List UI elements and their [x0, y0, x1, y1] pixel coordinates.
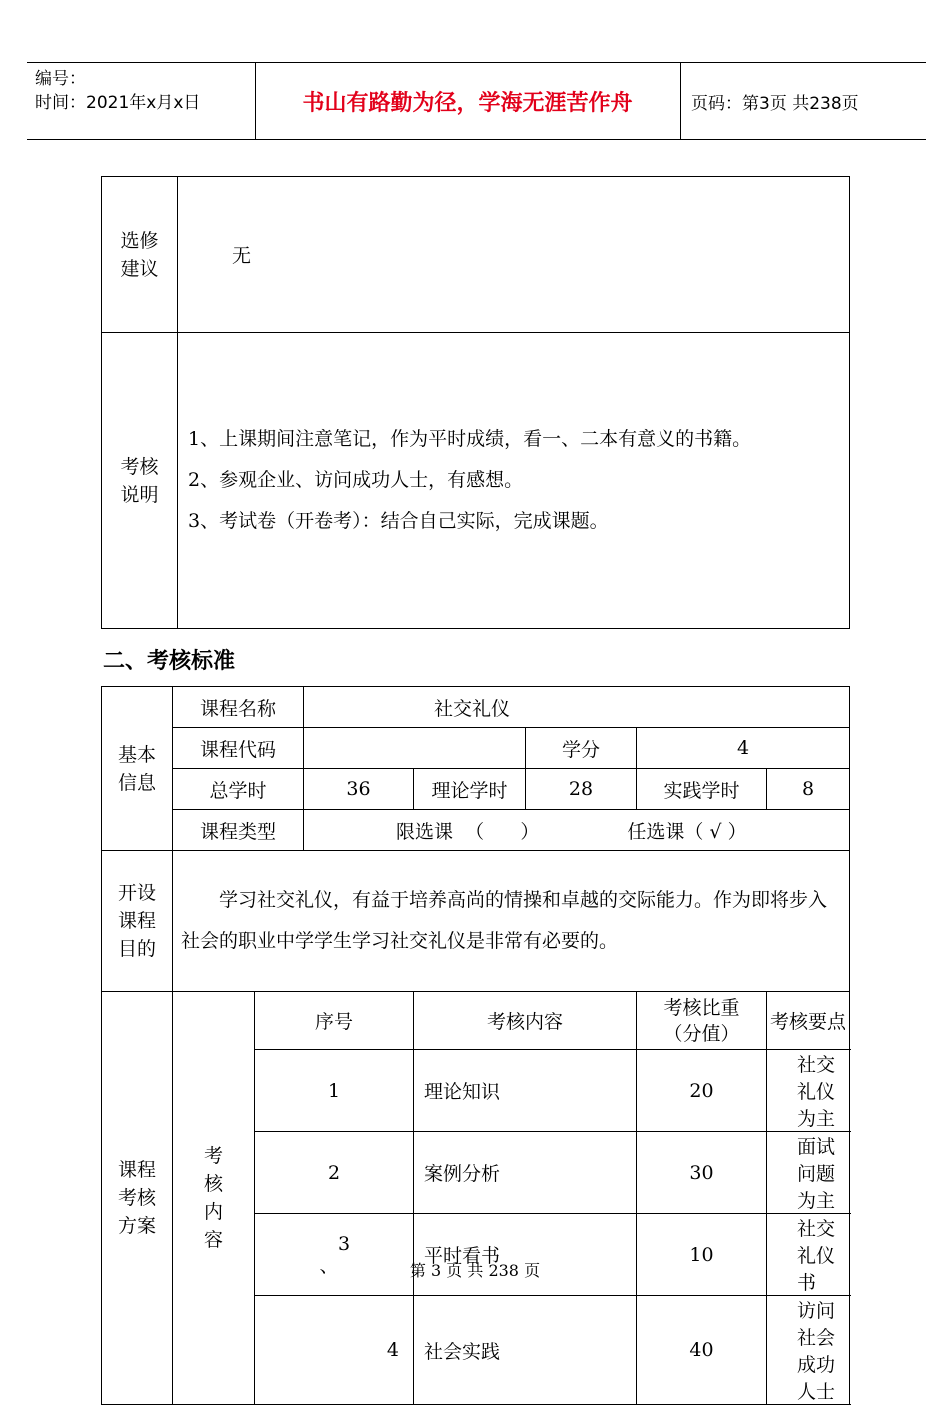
row-points: 社交礼仪为主	[767, 1050, 850, 1132]
basic-info-label: 基本 信息	[102, 687, 173, 851]
document-time: 时间：2021年x月x日	[35, 93, 201, 113]
restricted-elective-option: 限选课 （ ）	[396, 820, 540, 843]
course-type-value	[304, 810, 850, 851]
practice-hours-value: 8	[767, 769, 850, 810]
col-header-weight: 考核比重 （分值）	[637, 992, 767, 1050]
elective-row	[102, 177, 850, 333]
assessment-note: 3、考试卷（开卷考）：结合自己实际，完成课题。	[188, 510, 609, 532]
page-header	[27, 62, 926, 140]
course-name-label: 课程名称	[173, 687, 304, 728]
credit-label: 学分	[526, 728, 637, 769]
col-header-no: 序号	[255, 992, 414, 1050]
assessment-header-row	[102, 992, 850, 1050]
header-divider	[680, 63, 681, 139]
total-hours-label: 总学时	[173, 769, 304, 810]
assessment-notes	[178, 333, 850, 629]
course-name-value: 社交礼仪	[304, 687, 850, 728]
course-code-value	[304, 728, 526, 769]
assessment-row	[102, 333, 850, 629]
total-hours-value: 36	[304, 769, 414, 810]
theory-hours-label: 理论学时	[414, 769, 526, 810]
course-type-row	[102, 810, 850, 851]
course-code-label: 课程代码	[173, 728, 304, 769]
course-name-row	[102, 687, 850, 728]
assessment-content-label: 考 核 内 容	[173, 992, 255, 1405]
hours-row	[102, 769, 850, 810]
row-points: 访问社会成功人士	[767, 1296, 850, 1405]
assessment-label: 考核 说明	[102, 333, 178, 629]
optional-elective-option: 任选课（ √ ）	[627, 820, 747, 843]
course-code-row	[102, 728, 850, 769]
elective-label: 选修 建议	[102, 177, 178, 333]
header-page-info: 页码：第3页 共238页	[691, 93, 859, 114]
purpose-label: 开设 课程 目的	[102, 851, 173, 992]
row-no: 1	[255, 1050, 414, 1132]
row-points: 社交礼仪书	[767, 1214, 850, 1296]
col-header-content: 考核内容	[414, 992, 637, 1050]
row-weight: 30	[637, 1132, 767, 1214]
course-type-label: 课程类型	[173, 810, 304, 851]
row-content: 平时看书	[414, 1214, 637, 1296]
elective-value: 无	[178, 177, 850, 333]
row-points: 面试问题为主	[767, 1132, 850, 1214]
row-content: 案例分析	[414, 1132, 637, 1214]
document-number-label: 编号：	[35, 69, 86, 89]
practice-hours-label: 实践学时	[637, 769, 767, 810]
page-footer: 第 3 页 共 238 页	[409, 1261, 541, 1280]
section-title: 二、考核标准	[103, 649, 236, 674]
assessment-plan-label: 课程 考核 方案	[102, 992, 173, 1405]
course-info-table	[101, 176, 850, 629]
header-motto: 书山有路勤为径，学海无涯苦作舟	[302, 90, 633, 116]
header-meta	[35, 67, 200, 115]
row-content: 社会实践	[414, 1296, 637, 1405]
assessment-note: 2、参观企业、访问成功人士，有感想。	[188, 469, 524, 491]
purpose-text: 学习社交礼仪，有益于培养高尚的情操和卓越的交际能力。作为即将步入社会的职业中学学生学习社交礼仪是非常有必要的。	[173, 851, 850, 992]
theory-hours-value: 28	[526, 769, 637, 810]
assessment-note: 1、上课期间注意笔记，作为平时成绩，看一、二本有意义的书籍。	[188, 428, 752, 450]
assessment-standard-table	[101, 686, 850, 1405]
row-weight: 40	[637, 1296, 767, 1405]
credit-value: 4	[637, 728, 850, 769]
row-no: 4	[255, 1296, 414, 1405]
row-content: 理论知识	[414, 1050, 637, 1132]
purpose-row	[102, 851, 850, 992]
row-weight: 20	[637, 1050, 767, 1132]
col-header-points: 考核要点	[767, 992, 850, 1050]
row-no: 3 、	[255, 1214, 414, 1296]
row-weight: 10	[637, 1214, 767, 1296]
row-no: 2	[255, 1132, 414, 1214]
